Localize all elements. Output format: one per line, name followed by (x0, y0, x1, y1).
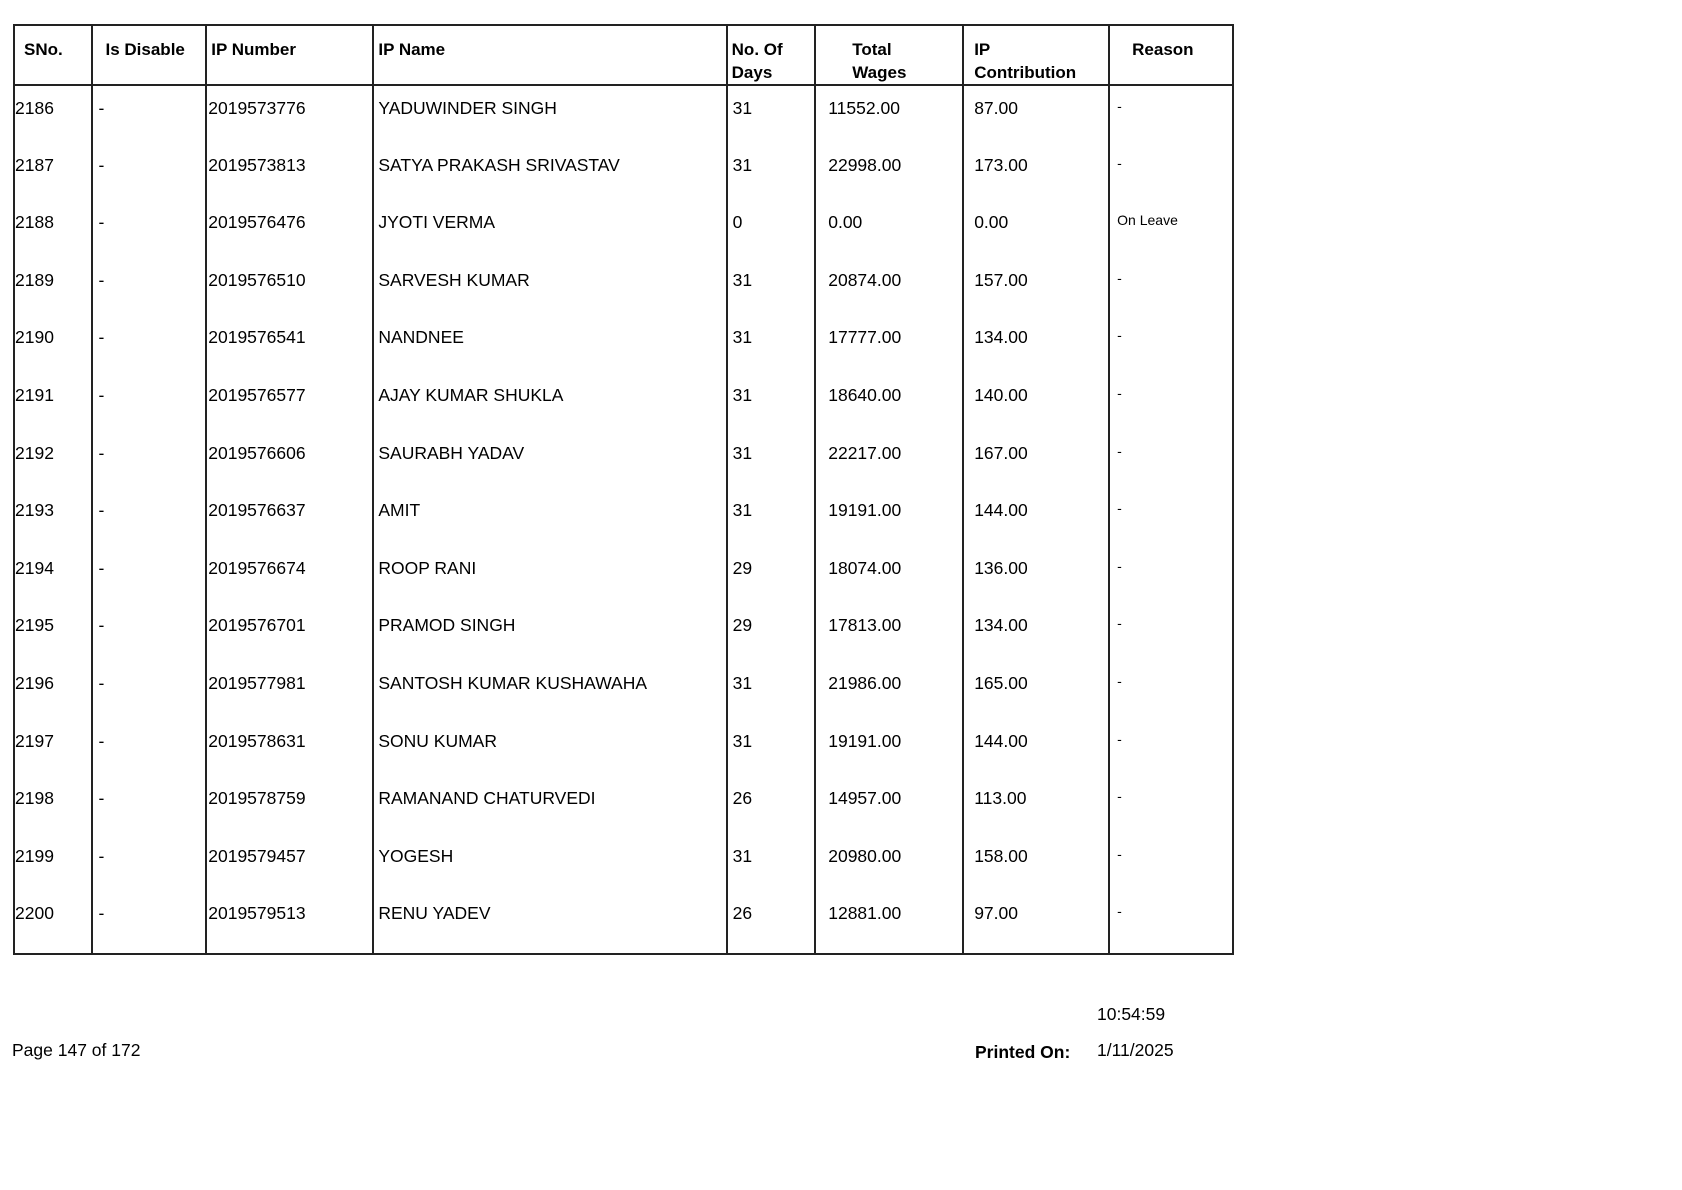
header-days (727, 25, 816, 85)
cell-reason: - (1109, 719, 1233, 777)
cell-total-wages: 17777.00 (815, 315, 963, 373)
cell-ip-name: SONU KUMAR (373, 719, 726, 777)
table-row (14, 488, 1233, 546)
cell-days: 26 (727, 776, 816, 834)
cell-ip-number: 2019576541 (206, 315, 373, 373)
table-row (14, 200, 1233, 258)
cell-ip-number: 2019578759 (206, 776, 373, 834)
cell-ip-contribution: 136.00 (963, 546, 1109, 604)
cell-days: 31 (727, 373, 816, 431)
cell-ip-number: 2019576476 (206, 200, 373, 258)
cell-days: 31 (727, 488, 816, 546)
table-row (14, 891, 1233, 954)
header-ip-number-label: IP Number (211, 40, 296, 59)
header-row (14, 25, 1233, 85)
cell-is-disable: - (92, 661, 207, 719)
cell-reason: - (1109, 603, 1233, 661)
cell-sno: 2193 (15, 500, 54, 521)
cell-is-disable: - (92, 546, 207, 604)
cell-reason: - (1109, 431, 1233, 489)
cell-ip-number: 2019579513 (206, 891, 373, 954)
cell-sno: 2191 (15, 384, 54, 405)
cell-total-wages: 11552.00 (815, 85, 963, 143)
table-row (14, 431, 1233, 489)
cell-is-disable: - (92, 488, 207, 546)
table-row (14, 546, 1233, 604)
cell-is-disable: - (92, 776, 207, 834)
cell-sno: 2189 (15, 269, 54, 290)
cell-ip-name: SAURABH YADAV (373, 431, 726, 489)
cell-total-wages: 12881.00 (815, 891, 963, 954)
cell-ip-contribution: 144.00 (963, 719, 1109, 777)
cell-ip-number: 2019576606 (206, 431, 373, 489)
table-row (14, 719, 1233, 777)
cell-ip-contribution: 97.00 (963, 891, 1109, 954)
cell-days: 29 (727, 603, 816, 661)
cell-ip-number: 2019576637 (206, 488, 373, 546)
header-contrib-line1: IP (974, 40, 991, 59)
cell-ip-number: 2019576701 (206, 603, 373, 661)
cell-reason: - (1109, 315, 1233, 373)
table-row (14, 315, 1233, 373)
cell-reason: - (1109, 488, 1233, 546)
header-ip-number (206, 25, 373, 85)
header-reason-label: Reason (1132, 40, 1194, 59)
cell-is-disable: - (92, 200, 207, 258)
cell-days: 31 (727, 431, 816, 489)
cell-days: 31 (727, 143, 816, 201)
cell-reason: - (1109, 373, 1233, 431)
cell-ip-number: 2019573813 (206, 143, 373, 201)
header-is-disable (92, 25, 207, 85)
cell-days: 0 (727, 200, 816, 258)
cell-reason: - (1109, 891, 1233, 954)
cell-ip-name: AMIT (373, 488, 726, 546)
cell-is-disable: - (92, 431, 207, 489)
cell-days: 31 (727, 834, 816, 892)
cell-ip-name: JYOTI VERMA (373, 200, 726, 258)
cell-ip-contribution: 134.00 (963, 315, 1109, 373)
cell-ip-contribution: 134.00 (963, 603, 1109, 661)
header-ip-name-label: IP Name (378, 40, 446, 59)
cell-total-wages: 18640.00 (815, 373, 963, 431)
cell-ip-contribution: 165.00 (963, 661, 1109, 719)
cell-total-wages: 21986.00 (815, 661, 963, 719)
cell-days: 29 (727, 546, 816, 604)
cell-ip-contribution: 87.00 (963, 85, 1109, 143)
table-row (14, 85, 1233, 143)
cell-ip-number: 2019578631 (206, 719, 373, 777)
cell-ip-name: SARVESH KUMAR (373, 258, 726, 316)
cell-sno: 2192 (15, 442, 54, 463)
cell-sno: 2195 (15, 615, 54, 636)
cell-is-disable: - (92, 719, 207, 777)
cell-reason: - (1109, 546, 1233, 604)
cell-reason: On Leave (1109, 200, 1233, 258)
cell-total-wages: 20874.00 (815, 258, 963, 316)
cell-sno: 2199 (15, 845, 54, 866)
header-wages-line2: Wages (852, 63, 907, 82)
table-row (14, 834, 1233, 892)
table-row (14, 776, 1233, 834)
cell-ip-contribution: 167.00 (963, 431, 1109, 489)
cell-sno: 2194 (15, 557, 54, 578)
cell-ip-name: ROOP RANI (373, 546, 726, 604)
cell-is-disable: - (92, 315, 207, 373)
table-row (14, 258, 1233, 316)
cell-sno: 2186 (15, 98, 54, 118)
cell-reason: - (1109, 834, 1233, 892)
cell-sno: 2196 (15, 672, 54, 693)
cell-total-wages: 14957.00 (815, 776, 963, 834)
cell-days: 31 (727, 258, 816, 316)
cell-reason: - (1109, 85, 1233, 143)
cell-days: 31 (727, 315, 816, 373)
cell-ip-name: NANDNEE (373, 315, 726, 373)
cell-total-wages: 22217.00 (815, 431, 963, 489)
cell-ip-name: RENU YADEV (373, 891, 726, 954)
table-row (14, 143, 1233, 201)
contribution-table (13, 24, 1234, 955)
cell-ip-name: RAMANAND CHATURVEDI (373, 776, 726, 834)
header-reason (1109, 25, 1233, 85)
cell-reason: - (1109, 776, 1233, 834)
header-ip-contribution (963, 25, 1109, 85)
cell-total-wages: 0.00 (815, 200, 963, 258)
header-days-line1: No. Of (731, 40, 783, 59)
cell-ip-name: AJAY KUMAR SHUKLA (373, 373, 726, 431)
cell-reason: - (1109, 661, 1233, 719)
cell-ip-name: YOGESH (373, 834, 726, 892)
table-body (14, 85, 1233, 954)
cell-ip-number: 2019577981 (206, 661, 373, 719)
cell-days: 31 (727, 85, 816, 143)
cell-ip-number: 2019576674 (206, 546, 373, 604)
cell-total-wages: 19191.00 (815, 719, 963, 777)
cell-ip-contribution: 157.00 (963, 258, 1109, 316)
cell-reason: - (1109, 258, 1233, 316)
header-days-line2: Days (731, 63, 773, 82)
header-sno (14, 25, 92, 85)
cell-sno: 2200 (15, 903, 54, 924)
cell-is-disable: - (92, 373, 207, 431)
cell-ip-contribution: 173.00 (963, 143, 1109, 201)
cell-ip-number: 2019576577 (206, 373, 373, 431)
page-number: Page 147 of 172 (12, 1040, 141, 1060)
cell-days: 31 (727, 661, 816, 719)
cell-ip-contribution: 158.00 (963, 834, 1109, 892)
table-row (14, 373, 1233, 431)
cell-ip-name: SANTOSH KUMAR KUSHAWAHA (373, 661, 726, 719)
cell-is-disable: - (92, 891, 207, 954)
cell-total-wages: 18074.00 (815, 546, 963, 604)
cell-sno: 2187 (15, 154, 54, 175)
cell-ip-name: SATYA PRAKASH SRIVASTAV (373, 143, 726, 201)
header-is-disable-label: Is Disable (105, 40, 185, 59)
cell-ip-number: 2019573776 (206, 85, 373, 143)
cell-ip-contribution: 144.00 (963, 488, 1109, 546)
cell-sno: 2197 (15, 730, 54, 751)
cell-is-disable: - (92, 85, 207, 143)
cell-days: 26 (727, 891, 816, 954)
cell-ip-name: PRAMOD SINGH (373, 603, 726, 661)
printed-on-label: Printed On: (975, 1042, 1071, 1062)
cell-is-disable: - (92, 834, 207, 892)
cell-is-disable: - (92, 603, 207, 661)
cell-ip-contribution: 140.00 (963, 373, 1109, 431)
cell-sno: 2198 (15, 788, 54, 809)
cell-ip-number: 2019576510 (206, 258, 373, 316)
header-contrib-line2: Contribution (974, 63, 1077, 82)
cell-reason: - (1109, 143, 1233, 201)
cell-ip-contribution: 113.00 (963, 776, 1109, 834)
cell-sno: 2188 (15, 212, 54, 233)
table-row (14, 603, 1233, 661)
cell-days: 31 (727, 719, 816, 777)
cell-total-wages: 20980.00 (815, 834, 963, 892)
header-ip-name (373, 25, 726, 85)
cell-total-wages: 19191.00 (815, 488, 963, 546)
cell-ip-name: YADUWINDER SINGH (373, 85, 726, 143)
cell-ip-contribution: 0.00 (963, 200, 1109, 258)
header-total-wages (815, 25, 963, 85)
print-date: 1/11/2025 (1097, 1040, 1174, 1060)
cell-is-disable: - (92, 258, 207, 316)
cell-sno: 2190 (15, 327, 54, 348)
print-time: 10:54:59 (1097, 1004, 1166, 1024)
cell-ip-number: 2019579457 (206, 834, 373, 892)
cell-total-wages: 22998.00 (815, 143, 963, 201)
header-wages-line1: Total (852, 40, 892, 59)
cell-is-disable: - (92, 143, 207, 201)
cell-total-wages: 17813.00 (815, 603, 963, 661)
header-sno-label: SNo. (24, 40, 63, 59)
table-row (14, 661, 1233, 719)
table-header (14, 25, 1233, 85)
